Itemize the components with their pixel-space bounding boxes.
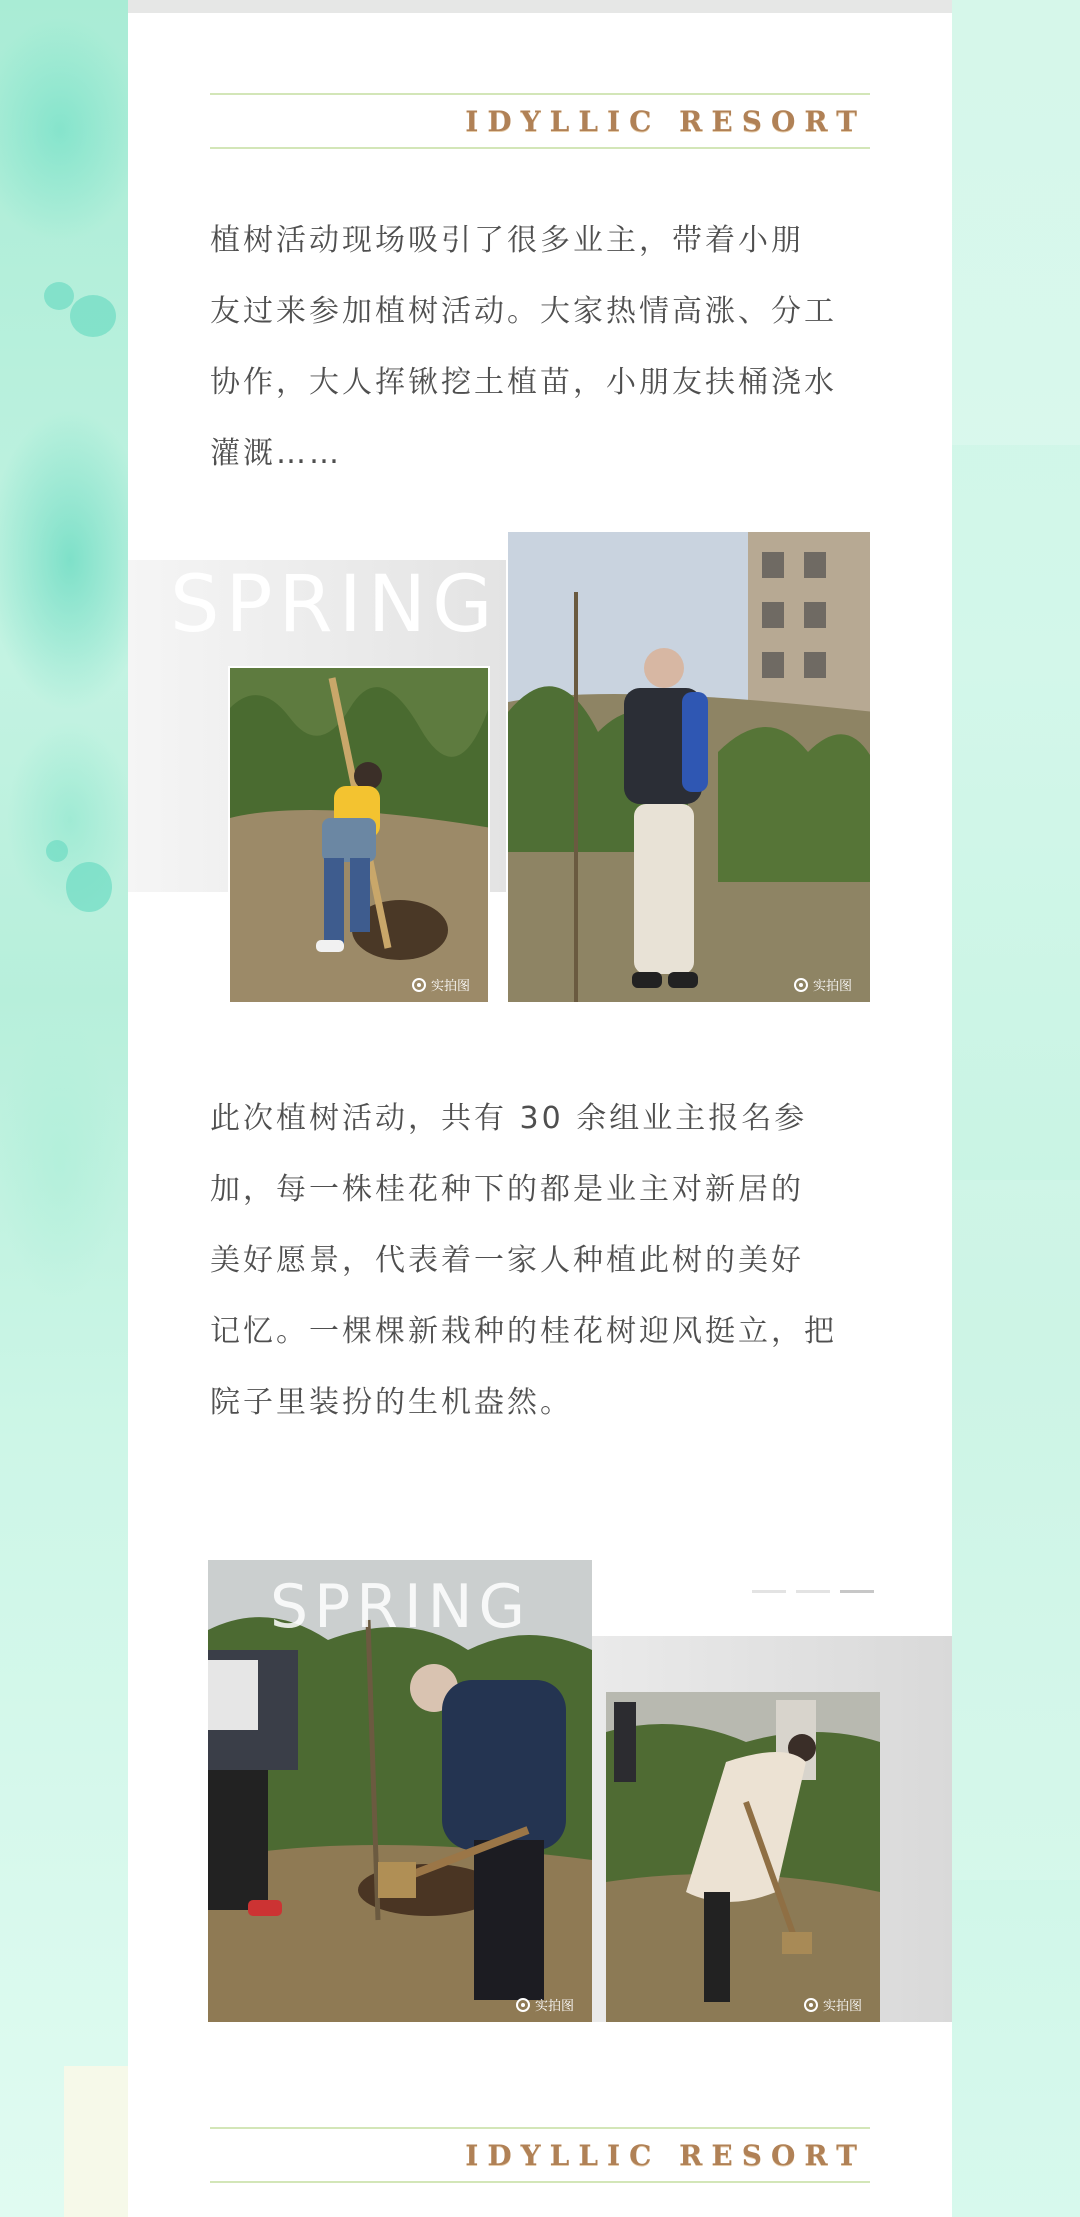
photo-badge-label: 实拍图 (822, 1999, 862, 2014)
camera-icon (412, 978, 426, 992)
header-logo-text: IDYLLIC RESORT (465, 105, 866, 138)
logo-rule-top (210, 93, 870, 95)
footer-logo-band (210, 2127, 870, 2183)
gallery-2-watermark: SPRING (270, 1572, 532, 1642)
right-light-panel (952, 0, 1080, 445)
pager-dot[interactable] (752, 1590, 786, 1593)
photo-woman-image (508, 532, 872, 1004)
photo-badge (412, 975, 470, 994)
photo-woman-by-tree[interactable] (506, 530, 872, 1004)
photo-woman-digging[interactable] (606, 1692, 880, 2022)
gallery-1-watermark: SPRING (170, 560, 499, 650)
photo-badge (794, 975, 852, 994)
watercolor-dot (66, 862, 112, 912)
photo-badge-label: 实拍图 (534, 1999, 574, 2014)
pager-dot[interactable] (796, 1590, 830, 1593)
article-paragraph-1: 植树活动现场吸引了很多业主，带着小朋 友过来参加植树活动。大家热情高涨、分工 协作，大人挥锹挖土植苗，小朋友扶桶浇水 灌溉…… (210, 223, 837, 471)
footer-logo-text: IDYLLIC RESORT (465, 2139, 866, 2172)
logo-rule-top (210, 2127, 870, 2129)
watercolor-dot (44, 282, 74, 310)
right-light-panel (952, 1180, 1080, 1880)
article-paragraph-2: 此次植树活动，共有 30 余组业主报名参 加，每一株桂花种下的都是业主对新居的 美好愿景，代表着一家人种植此树的美好 记忆。一棵棵新栽种的桂花树迎风挺立，把 院子里装扮的生机盎然。 (210, 1101, 837, 1420)
photo-child-image (230, 668, 490, 1004)
top-divider-bar (128, 0, 952, 13)
left-watercolor-strip (0, 0, 128, 2217)
photo-badge (516, 1995, 574, 2014)
left-pale-block (64, 2066, 128, 2217)
pager-dot-active[interactable] (840, 1590, 874, 1593)
logo-rule-bottom (210, 2181, 870, 2183)
photo-badge-label: 实拍图 (812, 979, 852, 994)
photo-child-with-shovel[interactable] (228, 666, 490, 1004)
photo-woman-digging-image (606, 1692, 880, 2022)
header-logo-band (210, 93, 870, 149)
camera-icon (794, 978, 808, 992)
camera-icon (804, 1998, 818, 2012)
photo-badge-label: 实拍图 (430, 979, 470, 994)
watercolor-dot (46, 840, 68, 862)
gallery-2-pager[interactable] (752, 1590, 874, 1593)
logo-rule-bottom (210, 147, 870, 149)
camera-icon (516, 1998, 530, 2012)
photo-badge (804, 1995, 862, 2014)
watercolor-dot (70, 295, 116, 337)
